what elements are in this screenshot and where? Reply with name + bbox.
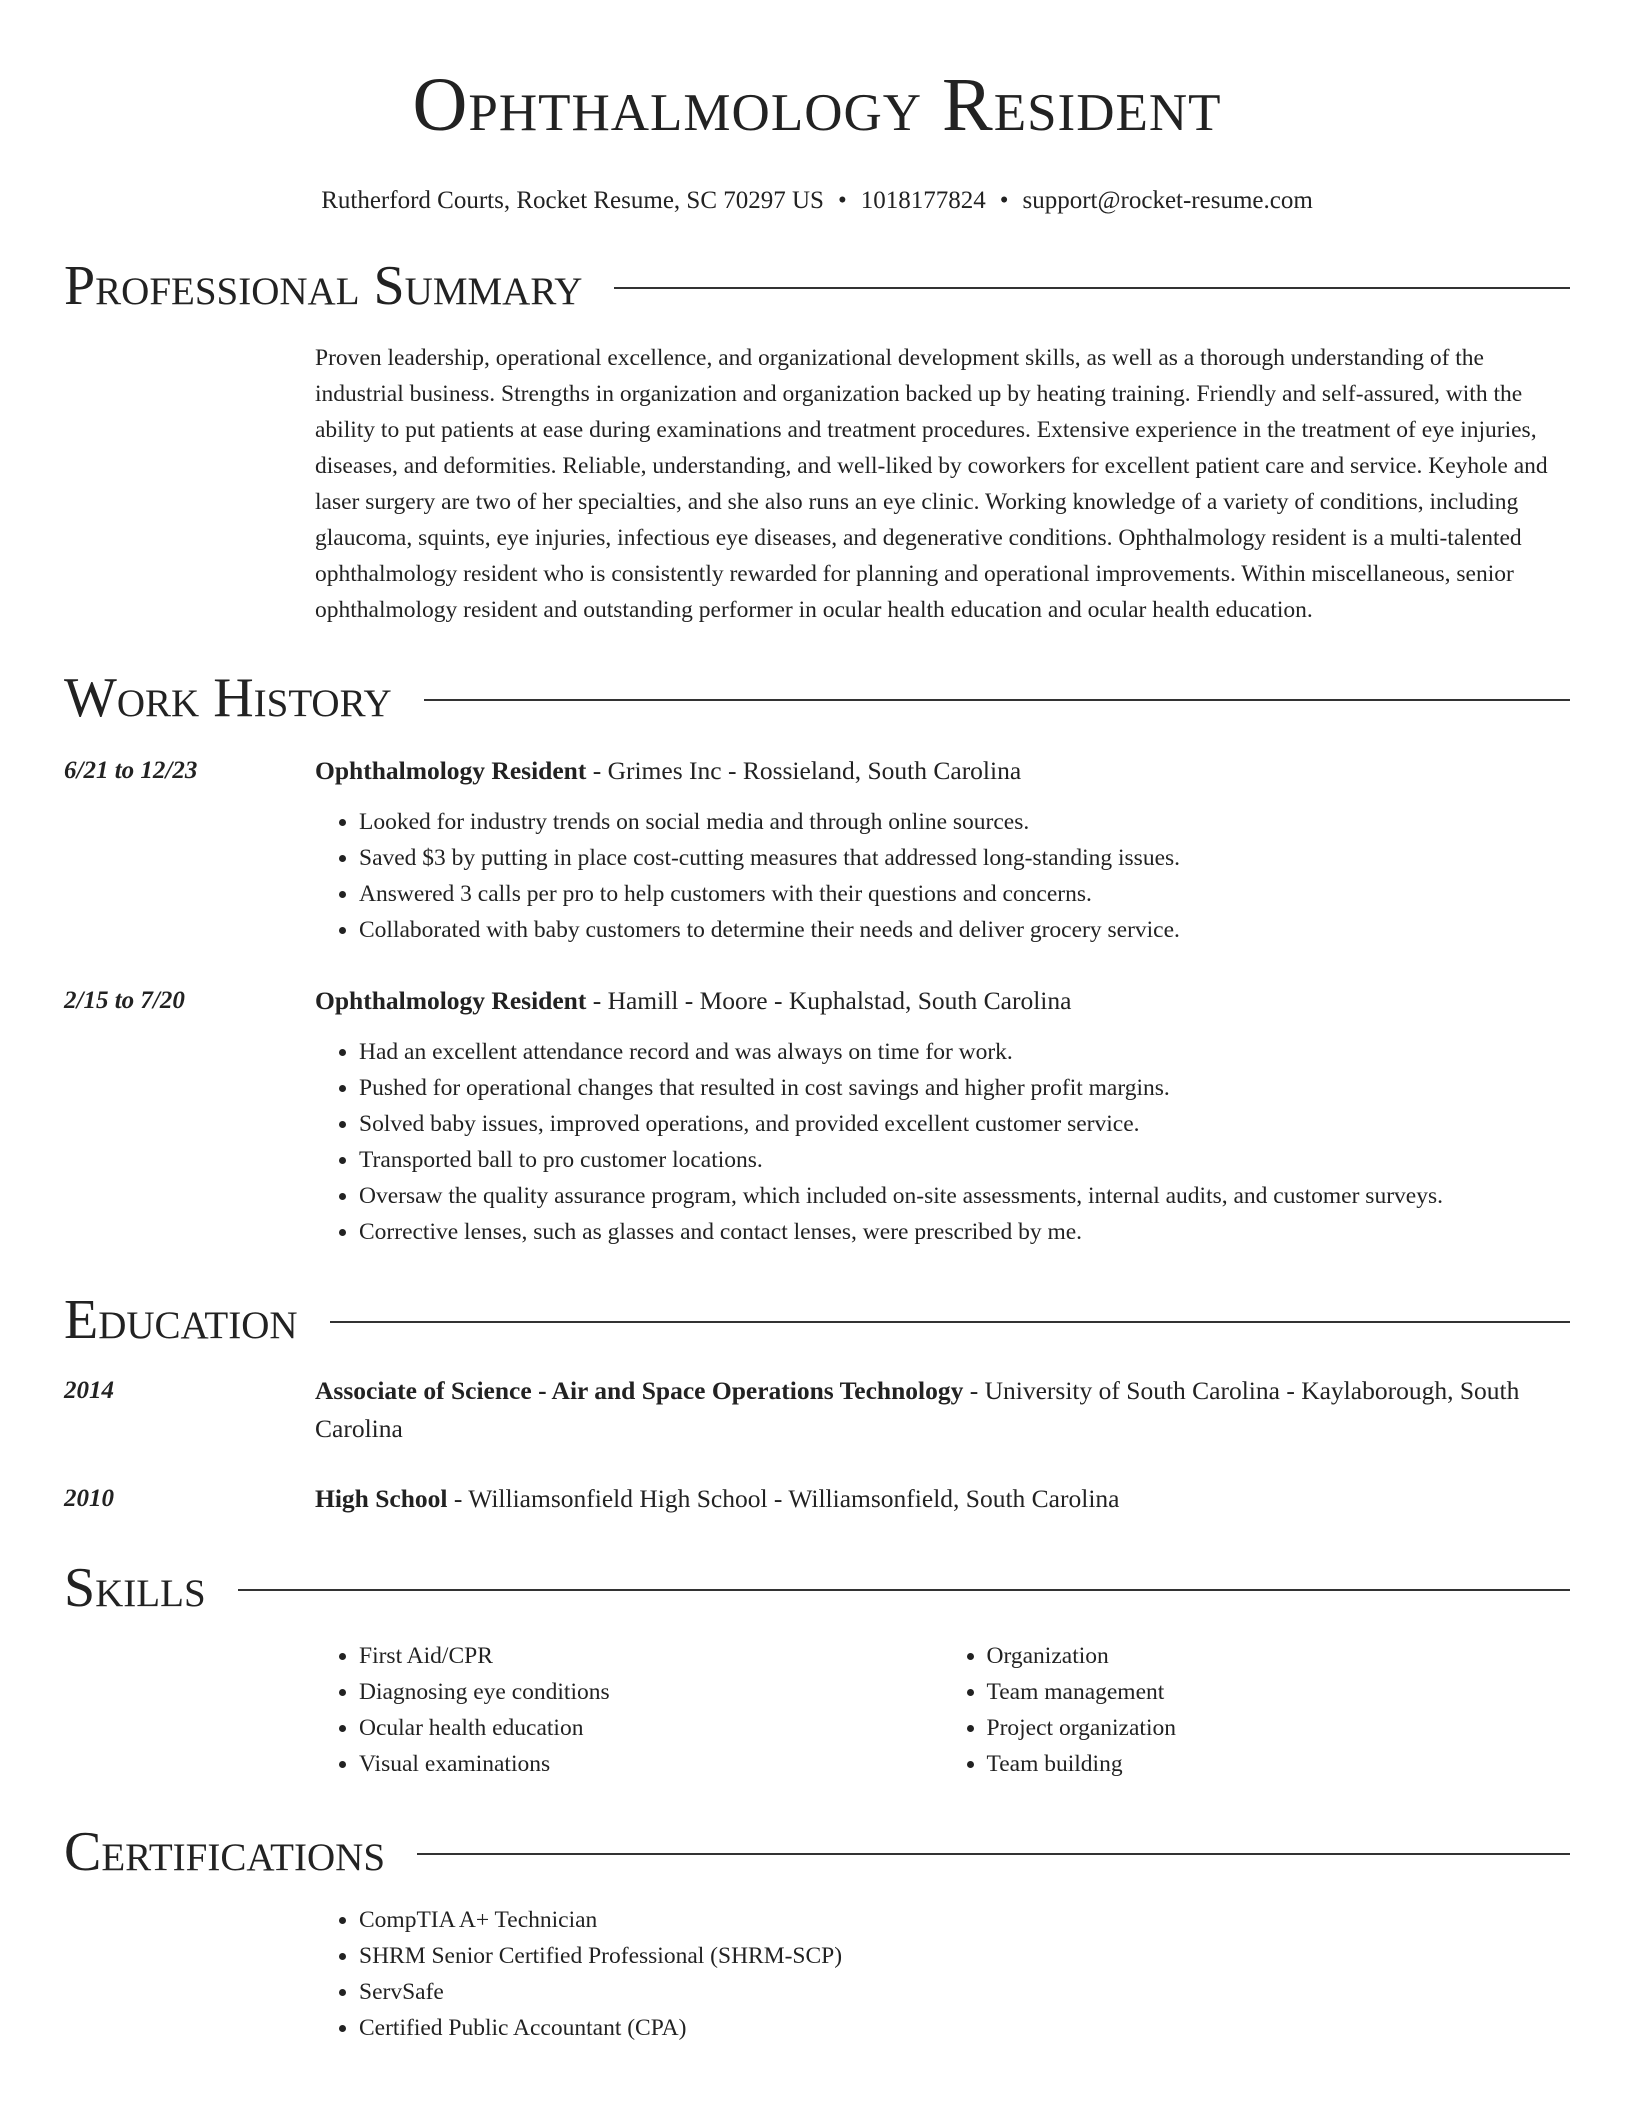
job-bullet: • Answered 3 calls per pro to help customers with their questions and concerns.: [359, 876, 1570, 912]
summary-row: [64, 318, 1570, 628]
certifications-section-header: [64, 1820, 1570, 1884]
job-bullets: [315, 1034, 1570, 1250]
contact-address: Rutherford Courts, Rocket Resume, SC 70297 US: [321, 187, 824, 214]
job-dates: 2/15 to 7/20: [64, 987, 185, 1014]
skill-item: • Organization: [987, 1638, 1571, 1674]
job-bullet: • Had an excellent attendance record and was always on time for work.: [359, 1034, 1570, 1070]
skill-item: • Team building: [987, 1746, 1571, 1782]
skills-column-right: [943, 1638, 1571, 1782]
work-section-header: [64, 666, 1570, 730]
education-heading: Education: [64, 1289, 298, 1351]
work-heading: Work History: [64, 667, 392, 729]
job-bullet: • Oversaw the quality assurance program, which included on-site assessments, internal audits, and customer surveys.: [359, 1178, 1570, 1214]
education-entry: [64, 1372, 1570, 1448]
skill-item: • Diagnosing eye conditions: [359, 1674, 943, 1710]
contact-email: support@rocket-resume.com: [1022, 187, 1313, 214]
contact-separator: •: [999, 187, 1009, 214]
education-section-header: [64, 1288, 1570, 1352]
summary-heading: Professional Summary: [64, 255, 583, 317]
certifications-heading: Certifications: [64, 1821, 386, 1883]
skills-row: [64, 1620, 1570, 1782]
education-degree: High School: [315, 1484, 448, 1513]
job-title-line: [315, 752, 1570, 790]
skill-item: • Visual examinations: [359, 1746, 943, 1782]
summary-section-header: [64, 254, 1570, 318]
job-title-line: [315, 982, 1570, 1020]
skills-heading: Skills: [64, 1557, 206, 1619]
section-divider: [417, 1853, 1570, 1855]
skills-section-header: [64, 1556, 1570, 1620]
job-entry: [64, 982, 1570, 1250]
skill-item: • Team management: [987, 1674, 1571, 1710]
certification-item: • Certified Public Accountant (CPA): [359, 2010, 1570, 2046]
certifications-left-spacer: [64, 1884, 315, 2046]
job-title: Ophthalmology Resident: [315, 756, 587, 785]
job-bullet: • Transported ball to pro customer locations.: [359, 1142, 1570, 1178]
skill-item: • Project organization: [987, 1710, 1571, 1746]
skills-left-spacer: [64, 1620, 315, 1782]
contact-phone: 1018177824: [860, 187, 986, 214]
education-entry: [64, 1480, 1570, 1518]
certification-item: • ServSafe: [359, 1974, 1570, 2010]
resume-name: Ophthalmology Resident: [412, 63, 1222, 147]
summary-left-spacer: [64, 318, 315, 628]
education-line: [315, 1480, 1570, 1518]
certifications-row: [64, 1884, 1570, 2046]
job-bullet: • Looked for industry trends on social media and through online sources.: [359, 804, 1570, 840]
section-divider: [330, 1321, 1570, 1323]
certifications-list: [315, 1902, 1570, 2046]
summary-text: Proven leadership, operational excellence, and organizational development skills, as well as a thorough understanding of the industrial business. Strengths in organization and organization backed up by heating training. Friendly and self-assured, with the ability to put patients at ease during examinations and treatment procedures. Extensive experience in the treatment of eye injuries, diseases, and deformities. Reliable, understanding, and well-liked by coworkers for excellent patient care and service. Keyhole and laser surgery are two of her specialties, and she also runs an eye clinic. Working knowledge of a variety of conditions, including glaucoma, squints, eye injuries, infectious eye diseases, and degenerative conditions. Ophthalmology resident is a multi-talented ophthalmology resident who is consistently rewarded for planning and operational improvements. Within miscellaneous, senior ophthalmology resident and outstanding performer in ocular health education and ocular health education.: [315, 345, 1548, 623]
education-year: 2014: [64, 1377, 114, 1404]
skill-item: • Ocular health education: [359, 1710, 943, 1746]
education-school: - University of South Carolina - Kaylaborough, South Carolina: [315, 1376, 1520, 1443]
job-bullet: • Pushed for operational changes that resulted in cost savings and higher profit margins.: [359, 1070, 1570, 1106]
skills-column-left: [315, 1638, 943, 1782]
job-entry: [64, 752, 1570, 948]
section-divider: [614, 287, 1570, 289]
education-line: [315, 1372, 1570, 1448]
education-school: - Williamsonfield High School - Williamsonfield, South Carolina: [447, 1484, 1120, 1513]
job-bullet: • Saved $3 by putting in place cost-cutting measures that addressed long-standing issues.: [359, 840, 1570, 876]
skills-grid: [315, 1638, 1570, 1782]
contact-separator: •: [837, 187, 847, 214]
education-degree: Associate of Science - Air and Space Operations Technology: [315, 1376, 964, 1405]
education-year: 2010: [64, 1485, 114, 1512]
section-divider: [424, 699, 1570, 701]
job-employer: - Grimes Inc - Rossieland, South Carolina: [586, 756, 1022, 785]
job-bullet: • Collaborated with baby customers to determine their needs and deliver grocery service.: [359, 912, 1570, 948]
section-divider: [238, 1589, 1570, 1591]
certification-item: • SHRM Senior Certified Professional (SHRM-SCP): [359, 1938, 1570, 1974]
certification-item: • CompTIA A+ Technician: [359, 1902, 1570, 1938]
job-bullet: • Solved baby issues, improved operations, and provided excellent customer service.: [359, 1106, 1570, 1142]
job-employer: - Hamill - Moore - Kuphalstad, South Carolina: [586, 986, 1072, 1015]
job-title: Ophthalmology Resident: [315, 986, 587, 1015]
skill-item: • First Aid/CPR: [359, 1638, 943, 1674]
job-bullet: • Corrective lenses, such as glasses and contact lenses, were prescribed by me.: [359, 1214, 1570, 1250]
job-bullets: [315, 804, 1570, 948]
contact-line: [64, 186, 1570, 216]
job-dates: 6/21 to 12/23: [64, 757, 198, 784]
